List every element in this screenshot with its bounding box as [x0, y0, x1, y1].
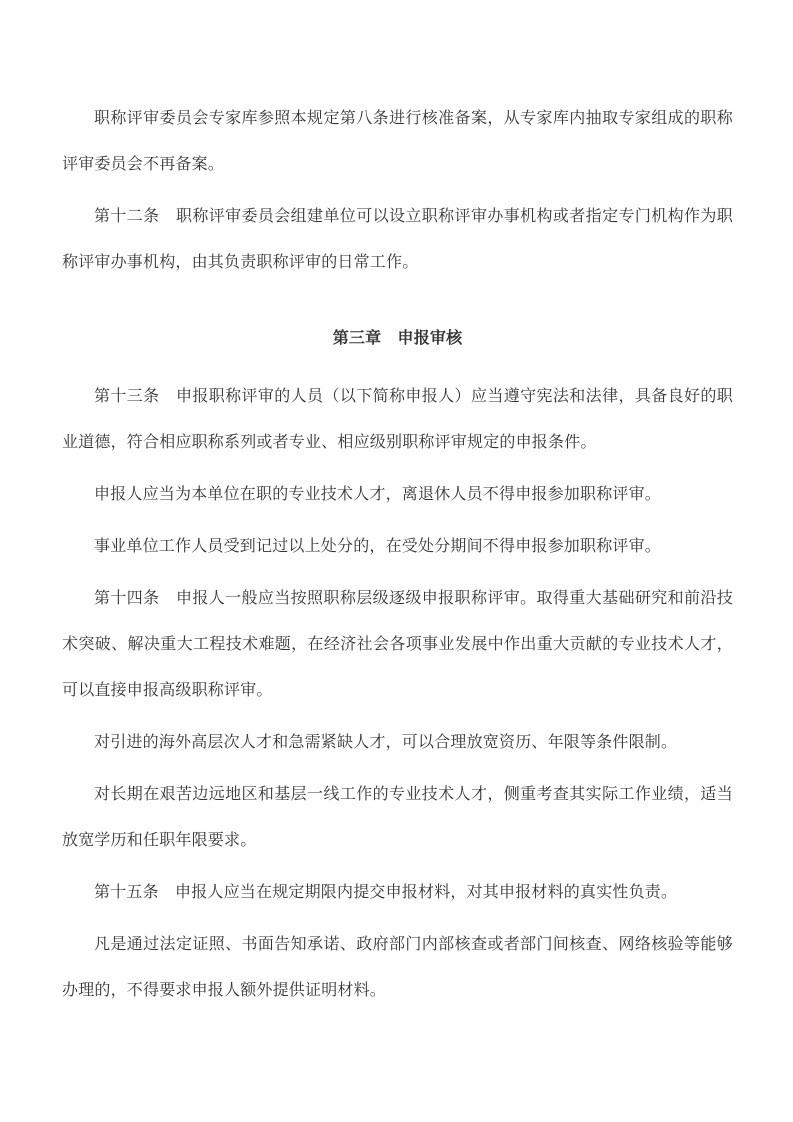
paragraph: 对长期在艰苦边远地区和基层一线工作的专业技术人才，侧重考查其实际工作业绩，适当放宽学历和任职年限要求。: [62, 786, 733, 849]
paragraph-article-13: 第十三条 申报职称评审的人员（以下简称申报人）应当遵守宪法和法律，具备良好的职业道德，符合相应职称系列或者专业、相应级别职称评审规定的申报条件。: [62, 388, 733, 451]
paragraph: 凡是通过法定证照、书面告知承诺、政府部门内部核查或者部门间核查、网络核验等能够办理的，不得要求申报人额外提供证明材料。: [62, 936, 733, 999]
paragraph: 职称评审委员会专家库参照本规定第八条进行核准备案，从专家库内抽取专家组成的职称评审委员会不再备案。: [62, 110, 733, 173]
paragraph-article-12: 第十二条 职称评审委员会组建单位可以设立职称评审办事机构或者指定专门机构作为职称评审办事机构，由其负责职称评审的日常工作。: [62, 208, 733, 271]
paragraph: 对引进的海外高层次人才和急需紧缺人才，可以合理放宽资历、年限等条件限制。: [94, 734, 678, 751]
paragraph-article-15: 第十五条 申报人应当在规定期限内提交申报材料，对其申报材料的真实性负责。: [94, 884, 678, 901]
paragraph: 申报人应当为本单位在职的专业技术人才，离退休人员不得申报参加职称评审。: [94, 486, 662, 503]
chapter-heading: 第三章 申报审核: [332, 330, 463, 347]
paragraph: 事业单位工作人员受到记过以上处分的，在受处分期间不得申报参加职称评审。: [94, 538, 662, 555]
paragraph-article-14: 第十四条 申报人一般应当按照职称层级逐级申报职称评审。取得重大基础研究和前沿技术突破、解决重大工程技术难题，在经济社会各项事业发展中作出重大贡献的专业技术人才，可以直接申报高级职称评审。: [62, 590, 733, 699]
